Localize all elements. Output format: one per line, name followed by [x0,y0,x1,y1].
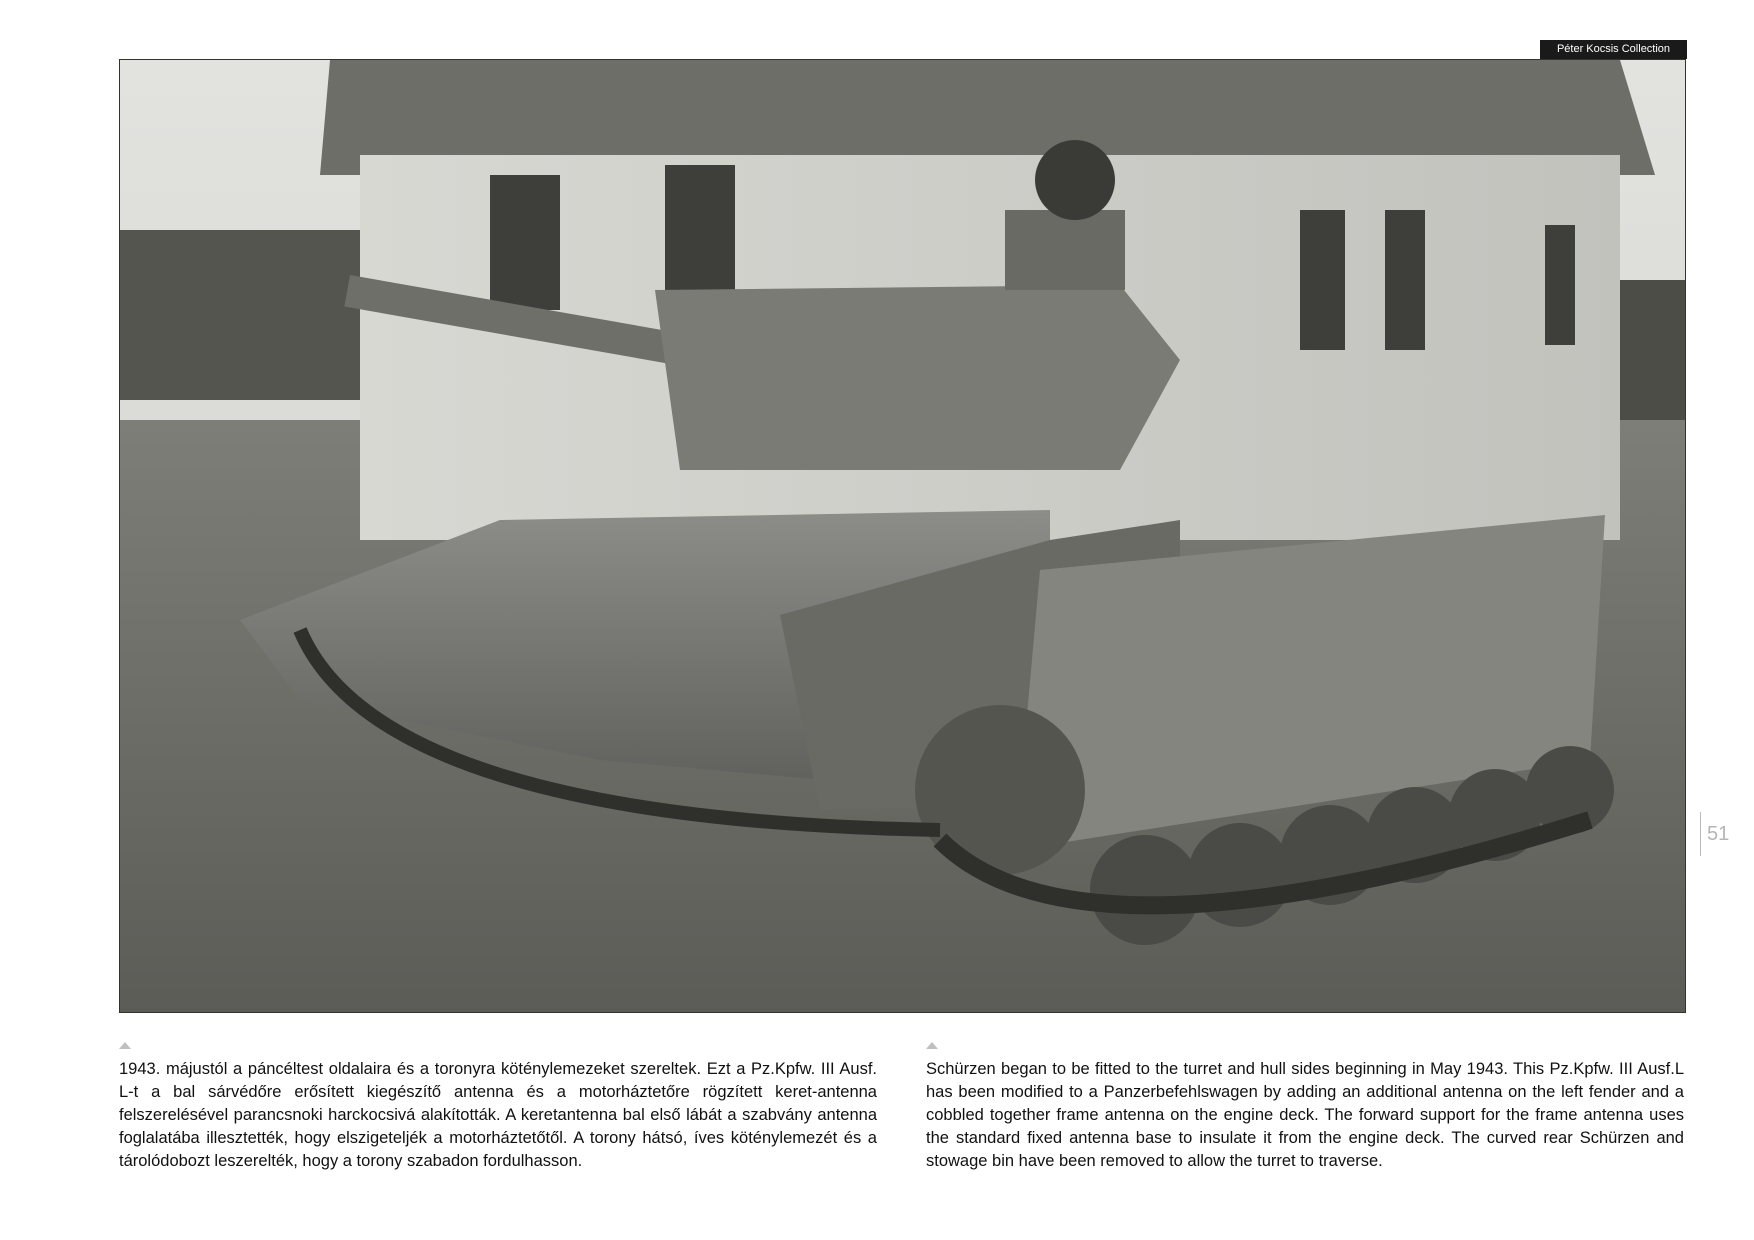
tank-photograph [119,59,1686,1013]
caption-hungarian: 1943. májustól a páncéltest oldalaira és a toronyra köténylemezeket szereltek. Ezt a Pz.Kpfw. III Ausf. L-t a bal sárvédőre erősített kiegészítő antenna és a motorháztetőre rögzített keret-antenna felszerelésével parancsnoki harckocsivá alakították. A keretantenna bal első lábát a szabvány antenna foglalatába illesztették, hogy elszigeteljék a motorháztetőtől. A torony hátsó, íves köténylemezét és a tárolódobozt leszerelték, hogy a torony szabadon fordulhasson. [119,1060,877,1170]
tank-photo-illustration [120,60,1686,1013]
caption-marker-hungarian [119,1042,131,1049]
caption-english: Schürzen began to be fitted to the turret and hull sides beginning in May 1943. This Pz.Kpfw. III Ausf.L has been modified to a Panzerbefehlswagen by adding an additional antenna on the left fender and a cobbled together frame antenna on the engine deck. The forward support for the frame antenna uses the standard fixed antenna base to insulate it from the engine deck. The curved rear Schürzen and stowage bin have been removed to allow the turret to traverse. [926,1060,1684,1170]
photo-credit: Péter Kocsis Collection [1540,40,1687,59]
page-number: 51 [1700,812,1748,856]
caption-marker-english [926,1042,938,1049]
